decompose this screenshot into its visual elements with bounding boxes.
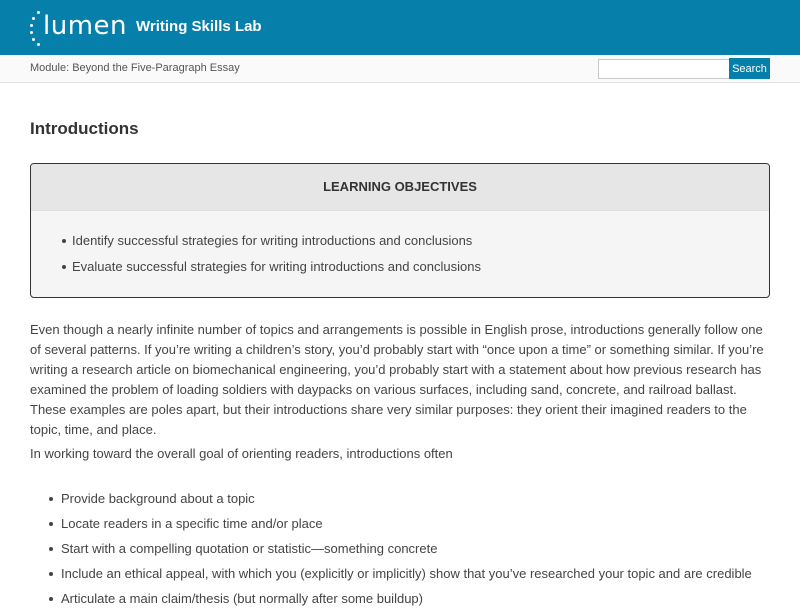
list-item: Include an ethical appeal, with which you (explicitly or implicitly) show that you’ve researched your topic and are credible: [61, 561, 752, 586]
top-bar: [0, 0, 800, 55]
list-item: Start with a compelling quotation or statistic—something concrete: [61, 536, 752, 561]
list-item: Locate readers in a specific time and/or place: [61, 511, 752, 536]
learning-objectives-heading: LEARNING OBJECTIVES: [31, 164, 769, 211]
search-button[interactable]: Search: [729, 58, 770, 79]
module-breadcrumb[interactable]: Module: Beyond the Five-Paragraph Essay: [30, 62, 240, 74]
logo-text: lumen: [43, 11, 128, 41]
intro-paragraph: Even though a nearly infinite number of topics and arrangements is possible in English prose, introductions generally follow one of several patterns. If you’re writing a children’s story, you’d probably start with “once upon a time” or something similar. If you’re writing a research article on biomechanical engineering, you’d probably start with a statement about how previous research has examined the problem of loading soldiers with daypacks on various surfaces, including sand, concrete, and railroad ballast. These examples are poles apart, but their introductions share very similar purposes: they orient their imagined readers to the topic, time, and place.: [30, 322, 764, 437]
list-item: Articulate a main claim/thesis (but normally after some buildup): [61, 586, 752, 611]
learning-objectives-box: [30, 163, 770, 298]
lumen-logo[interactable]: [30, 9, 128, 47]
search-input[interactable]: [598, 59, 730, 79]
objective-item: Evaluate successful strategies for writing introductions and conclusions: [72, 254, 769, 280]
objectives-list: [31, 211, 769, 280]
orienting-paragraph: In working toward the overall goal of orienting readers, introductions often: [30, 446, 453, 461]
page-title: Introductions: [30, 119, 139, 138]
objective-item: Identify successful strategies for writing introductions and conclusions: [72, 228, 769, 254]
breadcrumb-bar: [0, 55, 800, 83]
list-item: Provide background about a topic: [61, 486, 752, 511]
strategies-list: [61, 486, 752, 611]
site-title[interactable]: Writing Skills Lab: [136, 18, 262, 35]
